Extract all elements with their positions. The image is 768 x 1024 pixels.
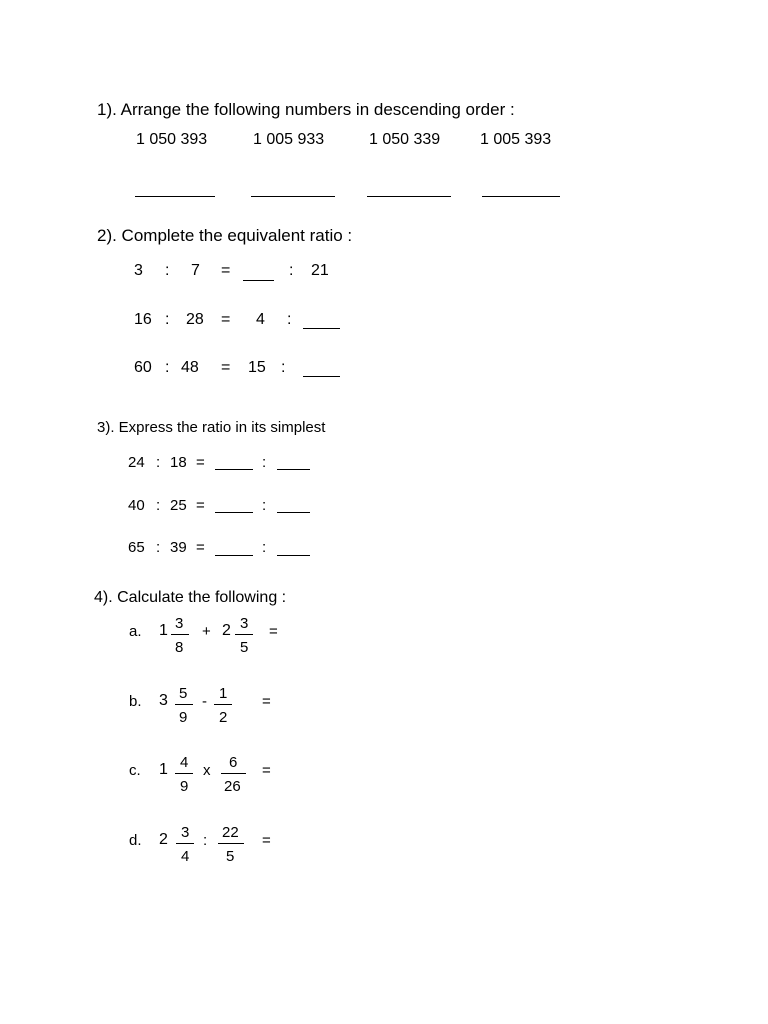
q4a-fraction-bar-1 [171,634,189,635]
q4b-denominator-1: 9 [179,709,188,726]
q3-row3-equals: = [196,539,205,556]
q3-row2-answer-blank[interactable] [215,512,253,513]
q4b-fraction-bar-1 [175,704,193,705]
q4a-numerator-2: 3 [240,615,249,632]
q4d-whole-1: 2 [159,831,168,848]
q2-row3-colon: : [281,359,286,376]
q1-answer-blank[interactable] [367,196,451,197]
q3-row2-colon: : [262,497,267,514]
q4c-numerator-2: 6 [229,754,238,771]
q4a-whole-1: 1 [159,622,168,639]
q3-row3-answer-blank[interactable] [277,555,310,556]
q1-answer-blank[interactable] [135,196,215,197]
q2-row1-colon: : [165,262,170,279]
q4b-denominator-2: 2 [219,709,228,726]
q1-heading: 1). Arrange the following numbers in descending order : [97,100,515,119]
q4b-fraction-bar-2 [214,704,232,705]
q4a-denominator-2: 5 [240,639,249,656]
q3-row3-answer-blank[interactable] [215,555,253,556]
q3-row1-answer-blank[interactable] [215,469,253,470]
q4d-equals: = [262,832,271,849]
q4d-numerator-1: 3 [181,824,190,841]
q4d-denominator-1: 4 [181,848,190,865]
q4b-equals: = [262,693,271,710]
q4c-denominator-2: 26 [224,778,241,795]
q4a-label: a. [129,623,142,640]
q3-row1-colon: : [156,454,161,471]
q2-row3-a: 60 [134,359,152,376]
q2-row3-colon: : [165,359,170,376]
q1-number: 1 050 339 [369,131,441,148]
q4d-fraction-bar-2 [218,843,244,844]
q3-row3-colon: : [262,539,267,556]
q4b-whole-1: 3 [159,692,168,709]
q3-row2-a: 40 [128,497,145,514]
q2-row2-equals: = [221,311,231,328]
q4c-operator: x [203,762,211,779]
q4c-fraction-bar-1 [175,773,193,774]
q3-row2-colon: : [156,497,161,514]
q2-row1-d: 21 [311,262,329,279]
q2-row1-equals: = [221,262,231,279]
q3-row2-b: 25 [170,497,187,514]
q2-row3-answer-blank[interactable] [303,376,340,377]
q4-heading: 4). Calculate the following : [94,589,287,606]
q4b-numerator-2: 1 [219,685,228,702]
q2-row1-b: 7 [191,262,200,279]
q4c-denominator-1: 9 [180,778,189,795]
q2-row2-colon: : [165,311,170,328]
q2-row1-answer-blank[interactable] [243,280,274,281]
q4d-fraction-bar-1 [176,843,194,844]
q4d-numerator-2: 22 [222,824,239,841]
q4b-numerator-1: 5 [179,685,188,702]
q2-row2-colon: : [287,311,292,328]
q3-row1-colon: : [262,454,267,471]
q3-heading: 3). Express the ratio in its simplest [97,419,326,436]
q1-answer-blank[interactable] [482,196,560,197]
q3-row1-a: 24 [128,454,145,471]
q4c-label: c. [129,762,141,779]
q3-row2-answer-blank[interactable] [277,512,310,513]
q2-row2-c: 4 [256,311,265,328]
q3-row3-b: 39 [170,539,187,556]
q1-answer-blank[interactable] [251,196,335,197]
q2-row3-equals: = [221,359,231,376]
q4c-numerator-1: 4 [180,754,189,771]
q4a-operator: + [202,623,211,640]
q1-number: 1 005 933 [253,131,325,148]
q3-row1-b: 18 [170,454,187,471]
q2-row2-b: 28 [186,311,204,328]
q4c-whole-1: 1 [159,761,168,778]
q2-row1-colon: : [289,262,294,279]
q3-row3-a: 65 [128,539,145,556]
q2-row3-c: 15 [248,359,266,376]
q4a-whole-2: 2 [222,622,231,639]
q4a-numerator-1: 3 [175,615,184,632]
q2-heading: 2). Complete the equivalent ratio : [97,226,353,245]
q3-row1-equals: = [196,454,205,471]
q2-row2-a: 16 [134,311,152,328]
q4b-label: b. [129,693,142,710]
q4c-fraction-bar-2 [221,773,246,774]
q1-number: 1 050 393 [136,131,208,148]
q4a-equals: = [269,623,278,640]
q4a-fraction-bar-2 [235,634,253,635]
q1-number: 1 005 393 [480,131,552,148]
q2-row2-answer-blank[interactable] [303,328,340,329]
q4b-operator: - [202,693,207,710]
q2-row3-b: 48 [181,359,199,376]
q4d-operator: : [203,832,208,849]
q4d-denominator-2: 5 [226,848,235,865]
q4a-denominator-1: 8 [175,639,184,656]
q3-row3-colon: : [156,539,161,556]
q3-row1-answer-blank[interactable] [277,469,310,470]
q4d-label: d. [129,832,142,849]
q4c-equals: = [262,762,271,779]
q3-row2-equals: = [196,497,205,514]
q2-row1-a: 3 [134,262,143,279]
